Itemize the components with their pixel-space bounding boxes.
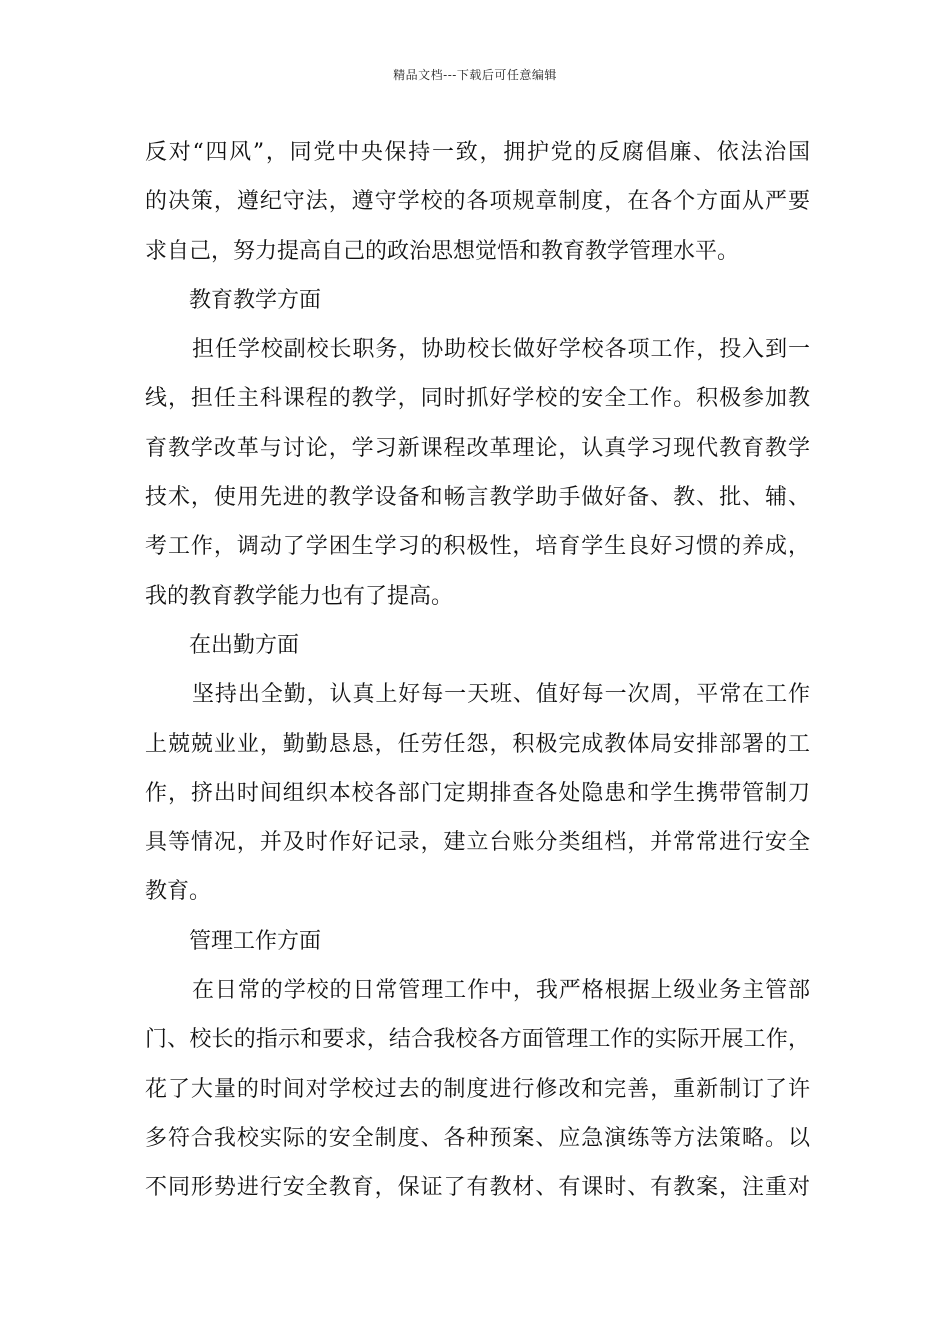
text-line: 门、校长的指示和要求，结合我校各方面管理工作的实际开展工作， (145, 1027, 810, 1053)
text-line: 的决策，遵纪守法，遵守学校的各项规章制度，在各个方面从严要 (145, 189, 810, 215)
text-line: 多符合我校实际的安全制度、各种预案、应急演练等方法策略。以 (145, 1125, 810, 1151)
text-line: 教育。 (145, 879, 212, 905)
text-line: 坚持出全勤，认真上好每一天班、值好每一次周，平常在工作 (192, 682, 810, 708)
text-line: 担任学校副校长职务，协助校长做好学校各项工作，投入到一 (192, 337, 810, 363)
text-line: 我的教育教学能力也有了提高。 (145, 583, 454, 609)
section-heading: 管理工作方面 (189, 928, 322, 954)
text-line: 作，挤出时间组织本校各部门定期排查各处隐患和学生携带管制刀 (145, 780, 810, 806)
text-line: 线，担任主科课程的教学，同时抓好学校的安全工作。积极参加教 (145, 386, 810, 412)
text-line: 考工作，调动了学困生学习的积极性，培育学生良好习惯的养成， (145, 534, 810, 560)
section-heading: 教育教学方面 (189, 287, 322, 313)
text-line: 育教学改革与讨论，学习新课程改革理论，认真学习现代教育教学 (145, 435, 810, 461)
text-line: 上兢兢业业，勤勤恳恳，任劳任怨，积极完成教体局安排部署的工 (145, 731, 810, 757)
document-body (145, 128, 810, 1213)
page-header: 精品文档---下载后可任意编辑 (393, 68, 557, 82)
text-line: 技术，使用先进的教学设备和畅言教学助手做好备、教、批、辅、 (145, 485, 810, 511)
text-line: 反对“四风”，同党中央保持一致，拥护党的反腐倡廉、依法治国 (145, 140, 810, 165)
text-line: 具等情况，并及时作好记录，建立台账分类组档，并常常进行安全 (145, 830, 810, 856)
text-line: 不同形势进行安全教育，保证了有教材、有课时、有教案，注重对 (145, 1175, 810, 1201)
text-line: 花了大量的时间对学校过去的制度进行修改和完善，重新制订了许 (145, 1076, 810, 1102)
text-line: 在日常的学校的日常管理工作中，我严格根据上级业务主管部 (192, 978, 810, 1004)
section-heading: 在出勤方面 (189, 632, 300, 658)
text-line: 求自己，努力提高自己的政治思想觉悟和教育教学管理水平。 (145, 238, 740, 264)
